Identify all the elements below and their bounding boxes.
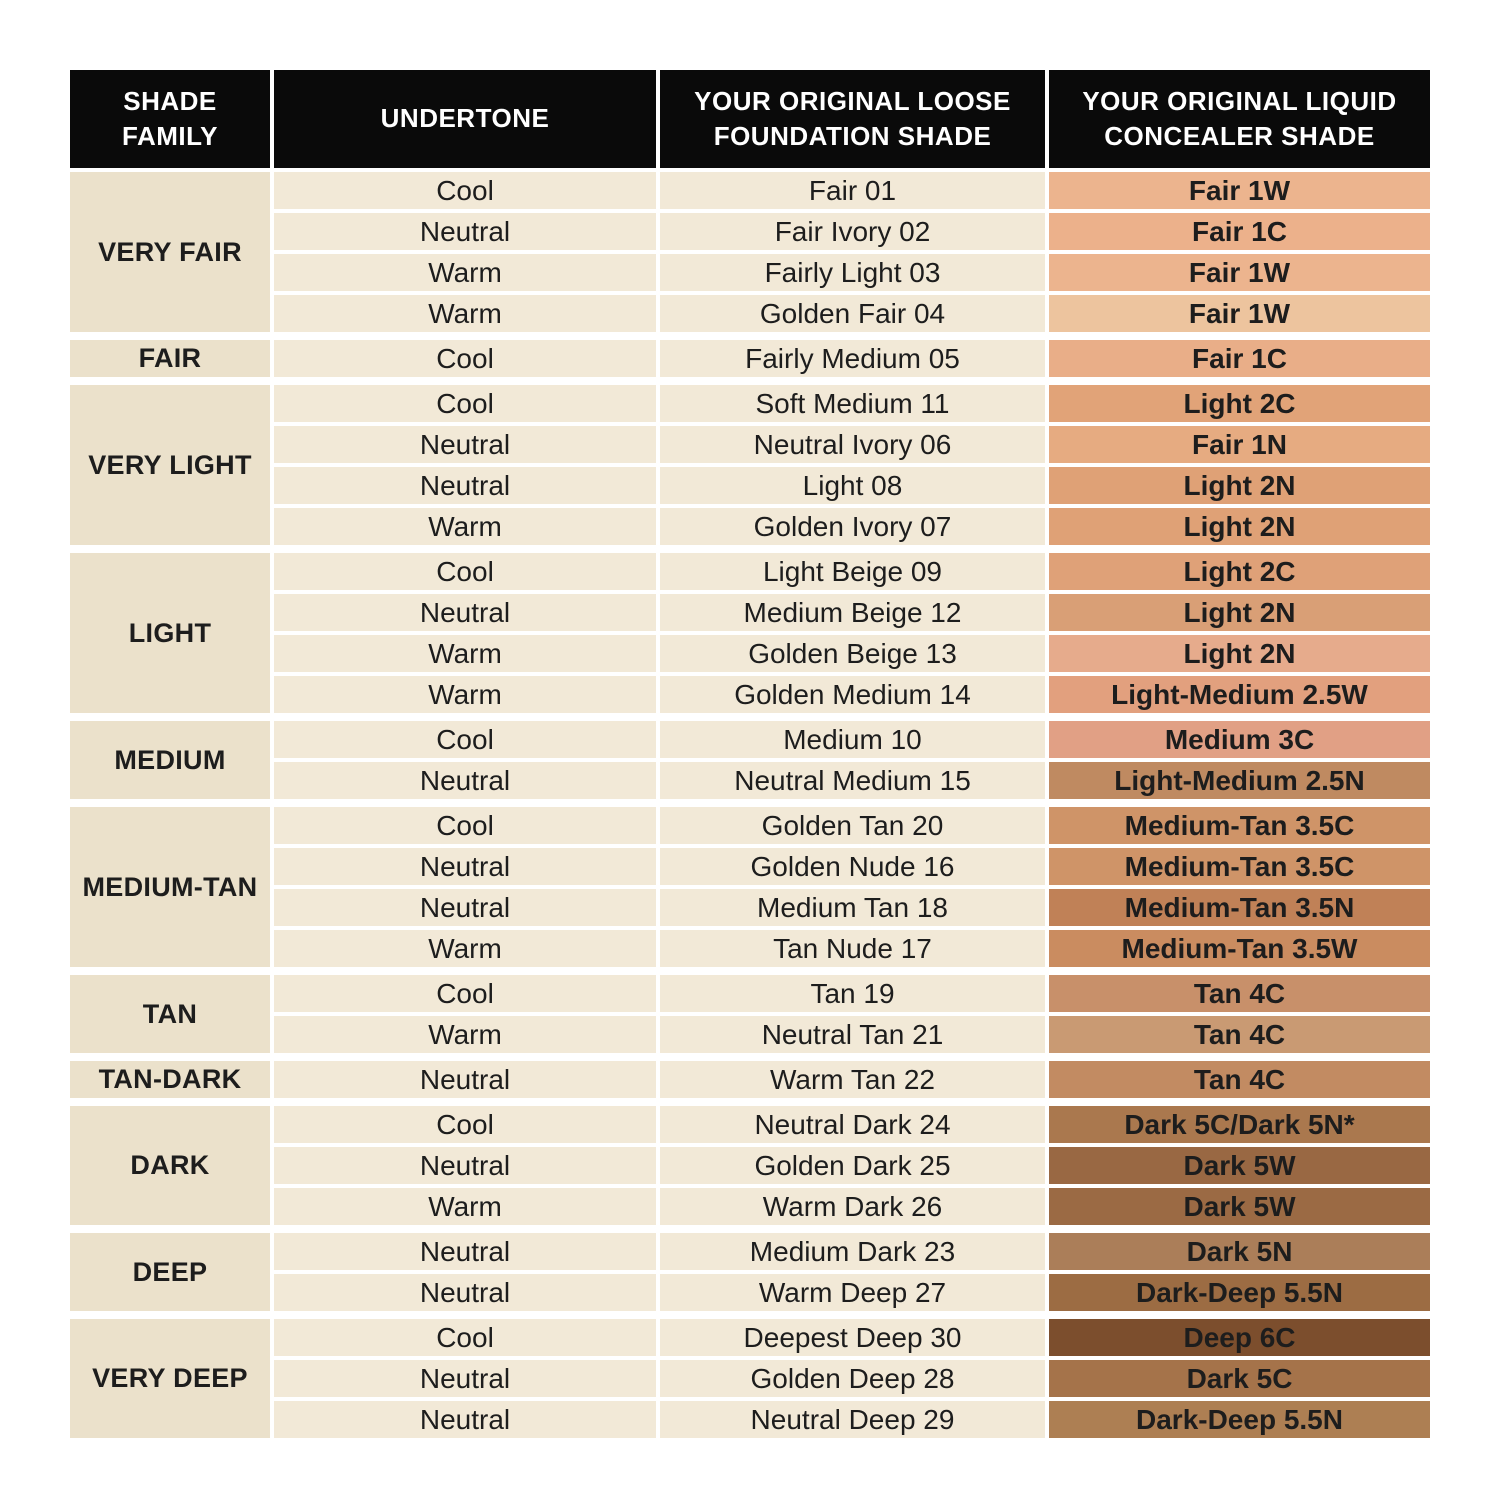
concealer-shade-cell: Fair 1N (1049, 426, 1430, 463)
shade-family-section (70, 553, 1430, 713)
concealer-shade-cell: Fair 1W (1049, 295, 1430, 332)
table-body (70, 172, 1430, 1438)
shade-family-section (70, 385, 1430, 545)
shade-family-cell: TAN-DARK (70, 1061, 270, 1098)
concealer-shade-cell: Dark-Deep 5.5N (1049, 1274, 1430, 1311)
concealer-shade-cell: Medium-Tan 3.5W (1049, 930, 1430, 967)
concealer-shade-cell: Dark 5W (1049, 1147, 1430, 1184)
foundation-shade-cell: Tan Nude 17 (660, 930, 1045, 967)
concealer-shade-cell: Light 2N (1049, 594, 1430, 631)
undertone-cell: Neutral (274, 1401, 656, 1438)
undertone-cell: Cool (274, 807, 656, 844)
concealer-shade-cell: Deep 6C (1049, 1319, 1430, 1356)
undertone-cell: Cool (274, 721, 656, 758)
shade-family-section (70, 340, 1430, 377)
foundation-shade-cell: Medium Beige 12 (660, 594, 1045, 631)
undertone-cell: Neutral (274, 1233, 656, 1270)
shade-family-cell: DEEP (70, 1233, 270, 1311)
concealer-shade-cell: Medium-Tan 3.5N (1049, 889, 1430, 926)
foundation-shade-cell: Warm Dark 26 (660, 1188, 1045, 1225)
foundation-shade-cell: Fairly Medium 05 (660, 340, 1045, 377)
concealer-shade-cell: Medium 3C (1049, 721, 1430, 758)
shade-family-cell: LIGHT (70, 553, 270, 713)
shade-family-section (70, 1319, 1430, 1438)
foundation-shade-cell: Warm Deep 27 (660, 1274, 1045, 1311)
undertone-cell: Warm (274, 1188, 656, 1225)
column-header-undertone: UNDERTONE (274, 70, 656, 168)
undertone-cell: Neutral (274, 594, 656, 631)
shade-family-section (70, 1061, 1430, 1098)
concealer-shade-cell: Light 2C (1049, 553, 1430, 590)
shade-family-cell: MEDIUM (70, 721, 270, 799)
undertone-cell: Cool (274, 553, 656, 590)
concealer-shade-cell: Dark 5C (1049, 1360, 1430, 1397)
undertone-cell: Neutral (274, 467, 656, 504)
foundation-shade-cell: Golden Nude 16 (660, 848, 1045, 885)
undertone-cell: Cool (274, 1106, 656, 1143)
undertone-cell: Warm (274, 1016, 656, 1053)
shade-family-section (70, 807, 1430, 967)
shade-family-section (70, 1106, 1430, 1225)
concealer-shade-cell: Dark 5W (1049, 1188, 1430, 1225)
foundation-shade-cell: Golden Ivory 07 (660, 508, 1045, 545)
foundation-shade-cell: Light 08 (660, 467, 1045, 504)
foundation-shade-cell: Neutral Deep 29 (660, 1401, 1045, 1438)
column-header-concealer-shade: YOUR ORIGINAL LIQUID CONCEALER SHADE (1049, 70, 1430, 168)
concealer-shade-cell: Tan 4C (1049, 1061, 1430, 1098)
column-header-foundation-shade: YOUR ORIGINAL LOOSE FOUNDATION SHADE (660, 70, 1045, 168)
concealer-shade-cell: Tan 4C (1049, 975, 1430, 1012)
concealer-shade-cell: Dark-Deep 5.5N (1049, 1401, 1430, 1438)
foundation-shade-cell: Golden Dark 25 (660, 1147, 1045, 1184)
undertone-cell: Warm (274, 508, 656, 545)
undertone-cell: Cool (274, 340, 656, 377)
undertone-cell: Neutral (274, 1274, 656, 1311)
shade-family-cell: MEDIUM-TAN (70, 807, 270, 967)
foundation-shade-cell: Golden Tan 20 (660, 807, 1045, 844)
concealer-shade-cell: Light-Medium 2.5N (1049, 762, 1430, 799)
shade-family-cell: DARK (70, 1106, 270, 1225)
concealer-shade-cell: Dark 5N (1049, 1233, 1430, 1270)
concealer-shade-cell: Light 2N (1049, 467, 1430, 504)
foundation-shade-cell: Fair 01 (660, 172, 1045, 209)
concealer-shade-cell: Light 2N (1049, 508, 1430, 545)
foundation-shade-cell: Fair Ivory 02 (660, 213, 1045, 250)
undertone-cell: Neutral (274, 1147, 656, 1184)
foundation-shade-cell: Neutral Medium 15 (660, 762, 1045, 799)
concealer-shade-cell: Light 2N (1049, 635, 1430, 672)
undertone-cell: Cool (274, 1319, 656, 1356)
concealer-shade-cell: Medium-Tan 3.5C (1049, 848, 1430, 885)
foundation-shade-cell: Neutral Tan 21 (660, 1016, 1045, 1053)
foundation-shade-cell: Neutral Dark 24 (660, 1106, 1045, 1143)
undertone-cell: Warm (274, 635, 656, 672)
foundation-shade-cell: Golden Medium 14 (660, 676, 1045, 713)
undertone-cell: Neutral (274, 762, 656, 799)
foundation-shade-cell: Golden Fair 04 (660, 295, 1045, 332)
shade-family-section (70, 1233, 1430, 1311)
undertone-cell: Warm (274, 930, 656, 967)
undertone-cell: Warm (274, 254, 656, 291)
foundation-shade-cell: Medium 10 (660, 721, 1045, 758)
foundation-shade-cell: Golden Beige 13 (660, 635, 1045, 672)
undertone-cell: Neutral (274, 426, 656, 463)
foundation-shade-cell: Light Beige 09 (660, 553, 1045, 590)
undertone-cell: Neutral (274, 889, 656, 926)
shade-family-section (70, 721, 1430, 799)
foundation-shade-cell: Tan 19 (660, 975, 1045, 1012)
shade-family-cell: VERY FAIR (70, 172, 270, 332)
undertone-cell: Neutral (274, 1061, 656, 1098)
undertone-cell: Warm (274, 295, 656, 332)
shade-family-section (70, 172, 1430, 332)
undertone-cell: Cool (274, 975, 656, 1012)
foundation-shade-cell: Deepest Deep 30 (660, 1319, 1045, 1356)
shade-family-cell: FAIR (70, 340, 270, 377)
concealer-shade-cell: Light 2C (1049, 385, 1430, 422)
shade-family-cell: VERY DEEP (70, 1319, 270, 1438)
undertone-cell: Neutral (274, 213, 656, 250)
shade-family-cell: TAN (70, 975, 270, 1053)
undertone-cell: Cool (274, 385, 656, 422)
foundation-shade-cell: Medium Tan 18 (660, 889, 1045, 926)
shade-match-chart (70, 70, 1430, 1446)
undertone-cell: Neutral (274, 848, 656, 885)
shade-family-section (70, 975, 1430, 1053)
undertone-cell: Cool (274, 172, 656, 209)
concealer-shade-cell: Dark 5C/Dark 5N* (1049, 1106, 1430, 1143)
concealer-shade-cell: Fair 1C (1049, 213, 1430, 250)
undertone-cell: Neutral (274, 1360, 656, 1397)
concealer-shade-cell: Fair 1C (1049, 340, 1430, 377)
concealer-shade-cell: Fair 1W (1049, 254, 1430, 291)
foundation-shade-cell: Warm Tan 22 (660, 1061, 1045, 1098)
concealer-shade-cell: Tan 4C (1049, 1016, 1430, 1053)
concealer-shade-cell: Medium-Tan 3.5C (1049, 807, 1430, 844)
column-header-shade-family: SHADE FAMILY (70, 70, 270, 168)
concealer-shade-cell: Fair 1W (1049, 172, 1430, 209)
table-header (70, 70, 1430, 168)
shade-family-cell: VERY LIGHT (70, 385, 270, 545)
foundation-shade-cell: Soft Medium 11 (660, 385, 1045, 422)
foundation-shade-cell: Fairly Light 03 (660, 254, 1045, 291)
undertone-cell: Warm (274, 676, 656, 713)
foundation-shade-cell: Golden Deep 28 (660, 1360, 1045, 1397)
concealer-shade-cell: Light-Medium 2.5W (1049, 676, 1430, 713)
foundation-shade-cell: Medium Dark 23 (660, 1233, 1045, 1270)
foundation-shade-cell: Neutral Ivory 06 (660, 426, 1045, 463)
